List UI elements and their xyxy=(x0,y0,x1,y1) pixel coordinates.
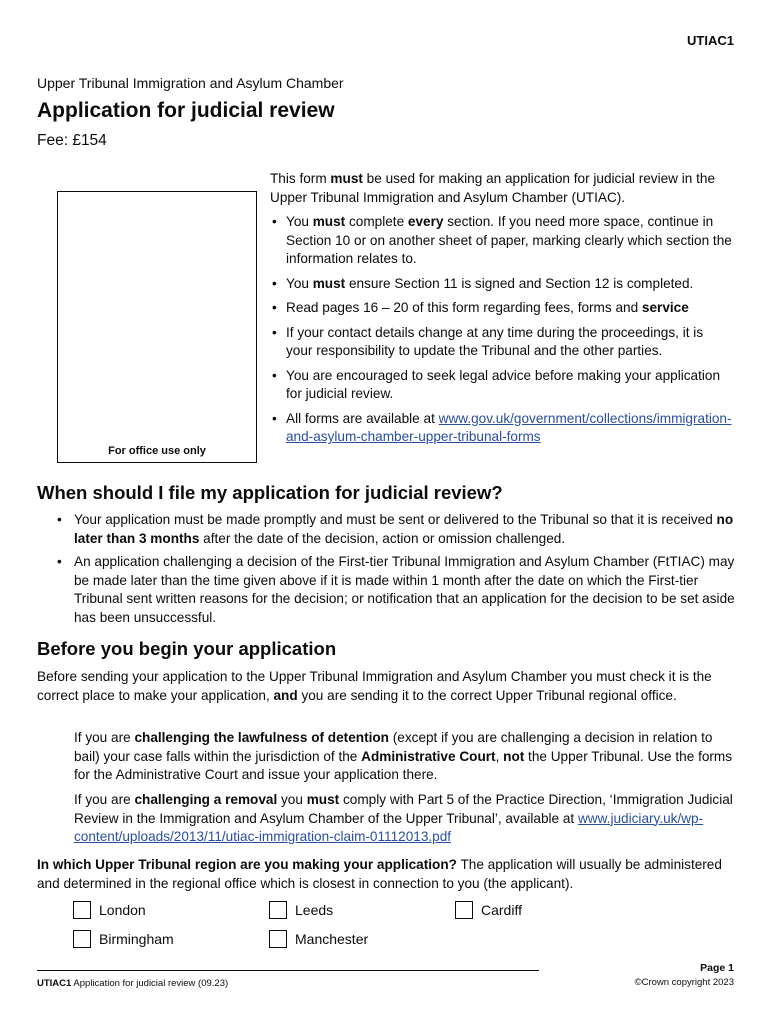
list-item: • An application challenging a decision of the First-tier Tribunal Immigration and Asylum Chamber (FtTIAC) may be made later than the time given above if it is made within 1 month after the date on which the First-tier Tribunal sent written reasons for the decision; or notification that an application for the decision to be set aside has been unsuccessful. xyxy=(57,553,737,627)
practice-direction-link[interactable]: www.judiciary.uk/wp-content/uploads/2013/11/utiac-immigration-claim-01112013.pdf xyxy=(74,810,704,844)
list-item: • You must complete every section. If you need more space, continue in Section 10 or on another sheet of paper, marking clearly which section the information relates to. xyxy=(270,213,732,269)
checkbox[interactable] xyxy=(73,901,91,919)
checkbox[interactable] xyxy=(269,901,287,919)
before-paragraph: Before sending your application to the Upper Tribunal Immigration and Asylum Chamber you must check it is the correct place to make your application, and you are sending it to the correct Upper Tribunal regional office. xyxy=(37,669,712,703)
when-list xyxy=(57,511,737,632)
checkbox[interactable] xyxy=(455,901,473,919)
page-number: Page 1 xyxy=(700,962,734,974)
form-code: UTIAC1 xyxy=(687,33,734,48)
list-item: • All forms are available at www.gov.uk/government/collections/immigration-and-asylum-chamber-upper-tribunal-forms xyxy=(270,410,732,447)
page-title: Application for judicial review xyxy=(37,99,335,122)
detention-paragraph: If you are challenging the lawfulness of detention (except if you are challenging a decision in relation to bail) your case falls within the jurisdiction of the Administrative Court, not the Upper Tribunal. Use the forms for the Administrative Court and issue your application there. xyxy=(74,730,733,782)
organisation-name: Upper Tribunal Immigration and Asylum Chamber xyxy=(37,75,344,91)
office-use-label: For office use only xyxy=(108,445,206,457)
list-item: • You are encouraged to seek legal advice before making your application for judicial review. xyxy=(270,367,732,404)
office-use-box xyxy=(57,191,257,463)
region-question: In which Upper Tribunal region are you making your application? The application will usually be administered and determined in the regional office which is closest in connection to you (the applicant). xyxy=(37,857,722,891)
list-item: • If your contact details change at any time during the proceedings, it is your responsibility to update the Tribunal and the other parties. xyxy=(270,324,732,361)
fee-amount: Fee: £154 xyxy=(37,132,107,149)
intro-list xyxy=(270,213,732,447)
intro-section xyxy=(270,170,732,453)
before-heading: Before you begin your application xyxy=(37,638,337,659)
list-item: • Your application must be made promptly and must be sent or delivered to the Tribunal so that it is received no later than 3 months after the date of the decision, action or omission challenged. xyxy=(57,511,737,548)
when-heading: When should I file my application for judicial review? xyxy=(37,482,503,503)
region-option-leeds[interactable]: Leeds xyxy=(269,901,333,919)
footer-divider xyxy=(37,970,539,971)
copyright: ©Crown copyright 2023 xyxy=(634,977,734,988)
footer-form-reference: UTIAC1 Application for judicial review (09.23) xyxy=(37,978,229,989)
region-option-london[interactable]: London xyxy=(73,901,146,919)
checkbox[interactable] xyxy=(269,930,287,948)
forms-link[interactable]: www.gov.uk/government/collections/immigration-and-asylum-chamber-upper-tribunal-forms xyxy=(286,410,732,444)
intro-paragraph: This form must be used for making an application for judicial review in the Upper Tribunal Immigration and Asylum Chamber (UTIAC). xyxy=(270,171,716,205)
region-option-manchester[interactable]: Manchester xyxy=(269,930,368,948)
removal-paragraph: If you are challenging a removal you must comply with Part 5 of the Practice Direction, ‘Immigration Judicial Review in the Immigration and Asylum Chamber of the Upper Tribunal’, available at www.judiciary.uk/wp-content/uploads/2013/11/utiac-immigration-claim-01112013.pdf xyxy=(74,792,733,844)
region-option-cardiff[interactable]: Cardiff xyxy=(455,901,522,919)
list-item: • You must ensure Section 11 is signed and Section 12 is completed. xyxy=(270,275,732,294)
region-option-birmingham[interactable]: Birmingham xyxy=(73,930,174,948)
checkbox[interactable] xyxy=(73,930,91,948)
list-item: • Read pages 16 – 20 of this form regarding fees, forms and service xyxy=(270,299,732,318)
